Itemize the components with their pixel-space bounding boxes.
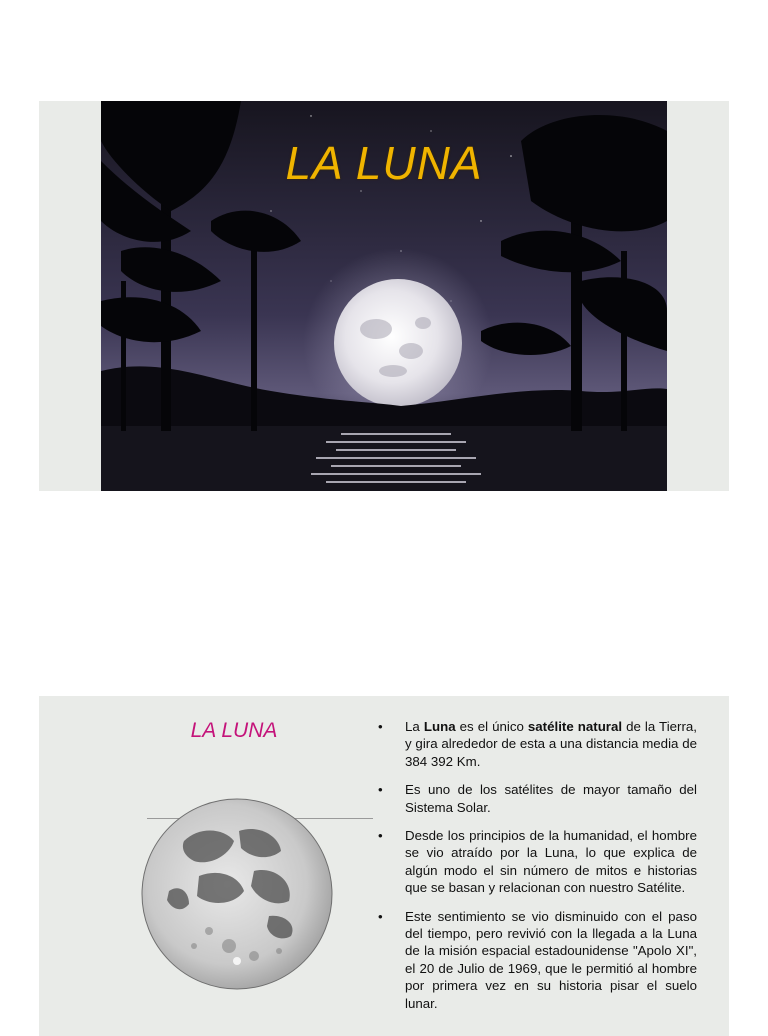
bullet-text: Es uno de los satélites de mayor tamaño del Sistema Solar. [405,782,697,815]
list-item [378,718,697,770]
list-item [378,827,697,897]
slide-1-title: LA LUNA [285,137,483,189]
slide-2-title: LA LUNA [190,719,278,742]
moon-facts-list [378,718,697,1023]
list-item [378,781,697,816]
bullet-text: Este sentimiento se vio disminuido con el paso del tiempo, pero revivió con la llegada a la Luna de la misión espacial estadounidense "Apolo XI", el 20 de Julio de 1969, que le permitió al hombre por primera vez en su historia pisar el suelo lunar. [405,908,697,1011]
full-moon-image [139,796,335,997]
bullet-marker: • [378,908,383,924]
bullet-text: Desde los principios de la humanidad, el hombre se vio atraído por la Luna, lo que explica de algún modo el sin número de mitos e historias que se basan y relacionan con nuestro Satélite. [405,828,697,896]
bullet-bold-satellite: satélite natural [527,719,623,734]
bullet-marker: • [378,719,383,734]
bullet-bold-luna: Luna [423,719,456,734]
bullet-text: de la Tierra, y gira alrededor de esta a una distancia media de 384 392 Km. [405,719,697,769]
bullet-marker: • [378,782,383,798]
list-item [378,908,697,1012]
bullet-marker: • [378,828,383,844]
bullet-text: La [405,719,424,734]
bullet-text: es el único [455,719,528,734]
